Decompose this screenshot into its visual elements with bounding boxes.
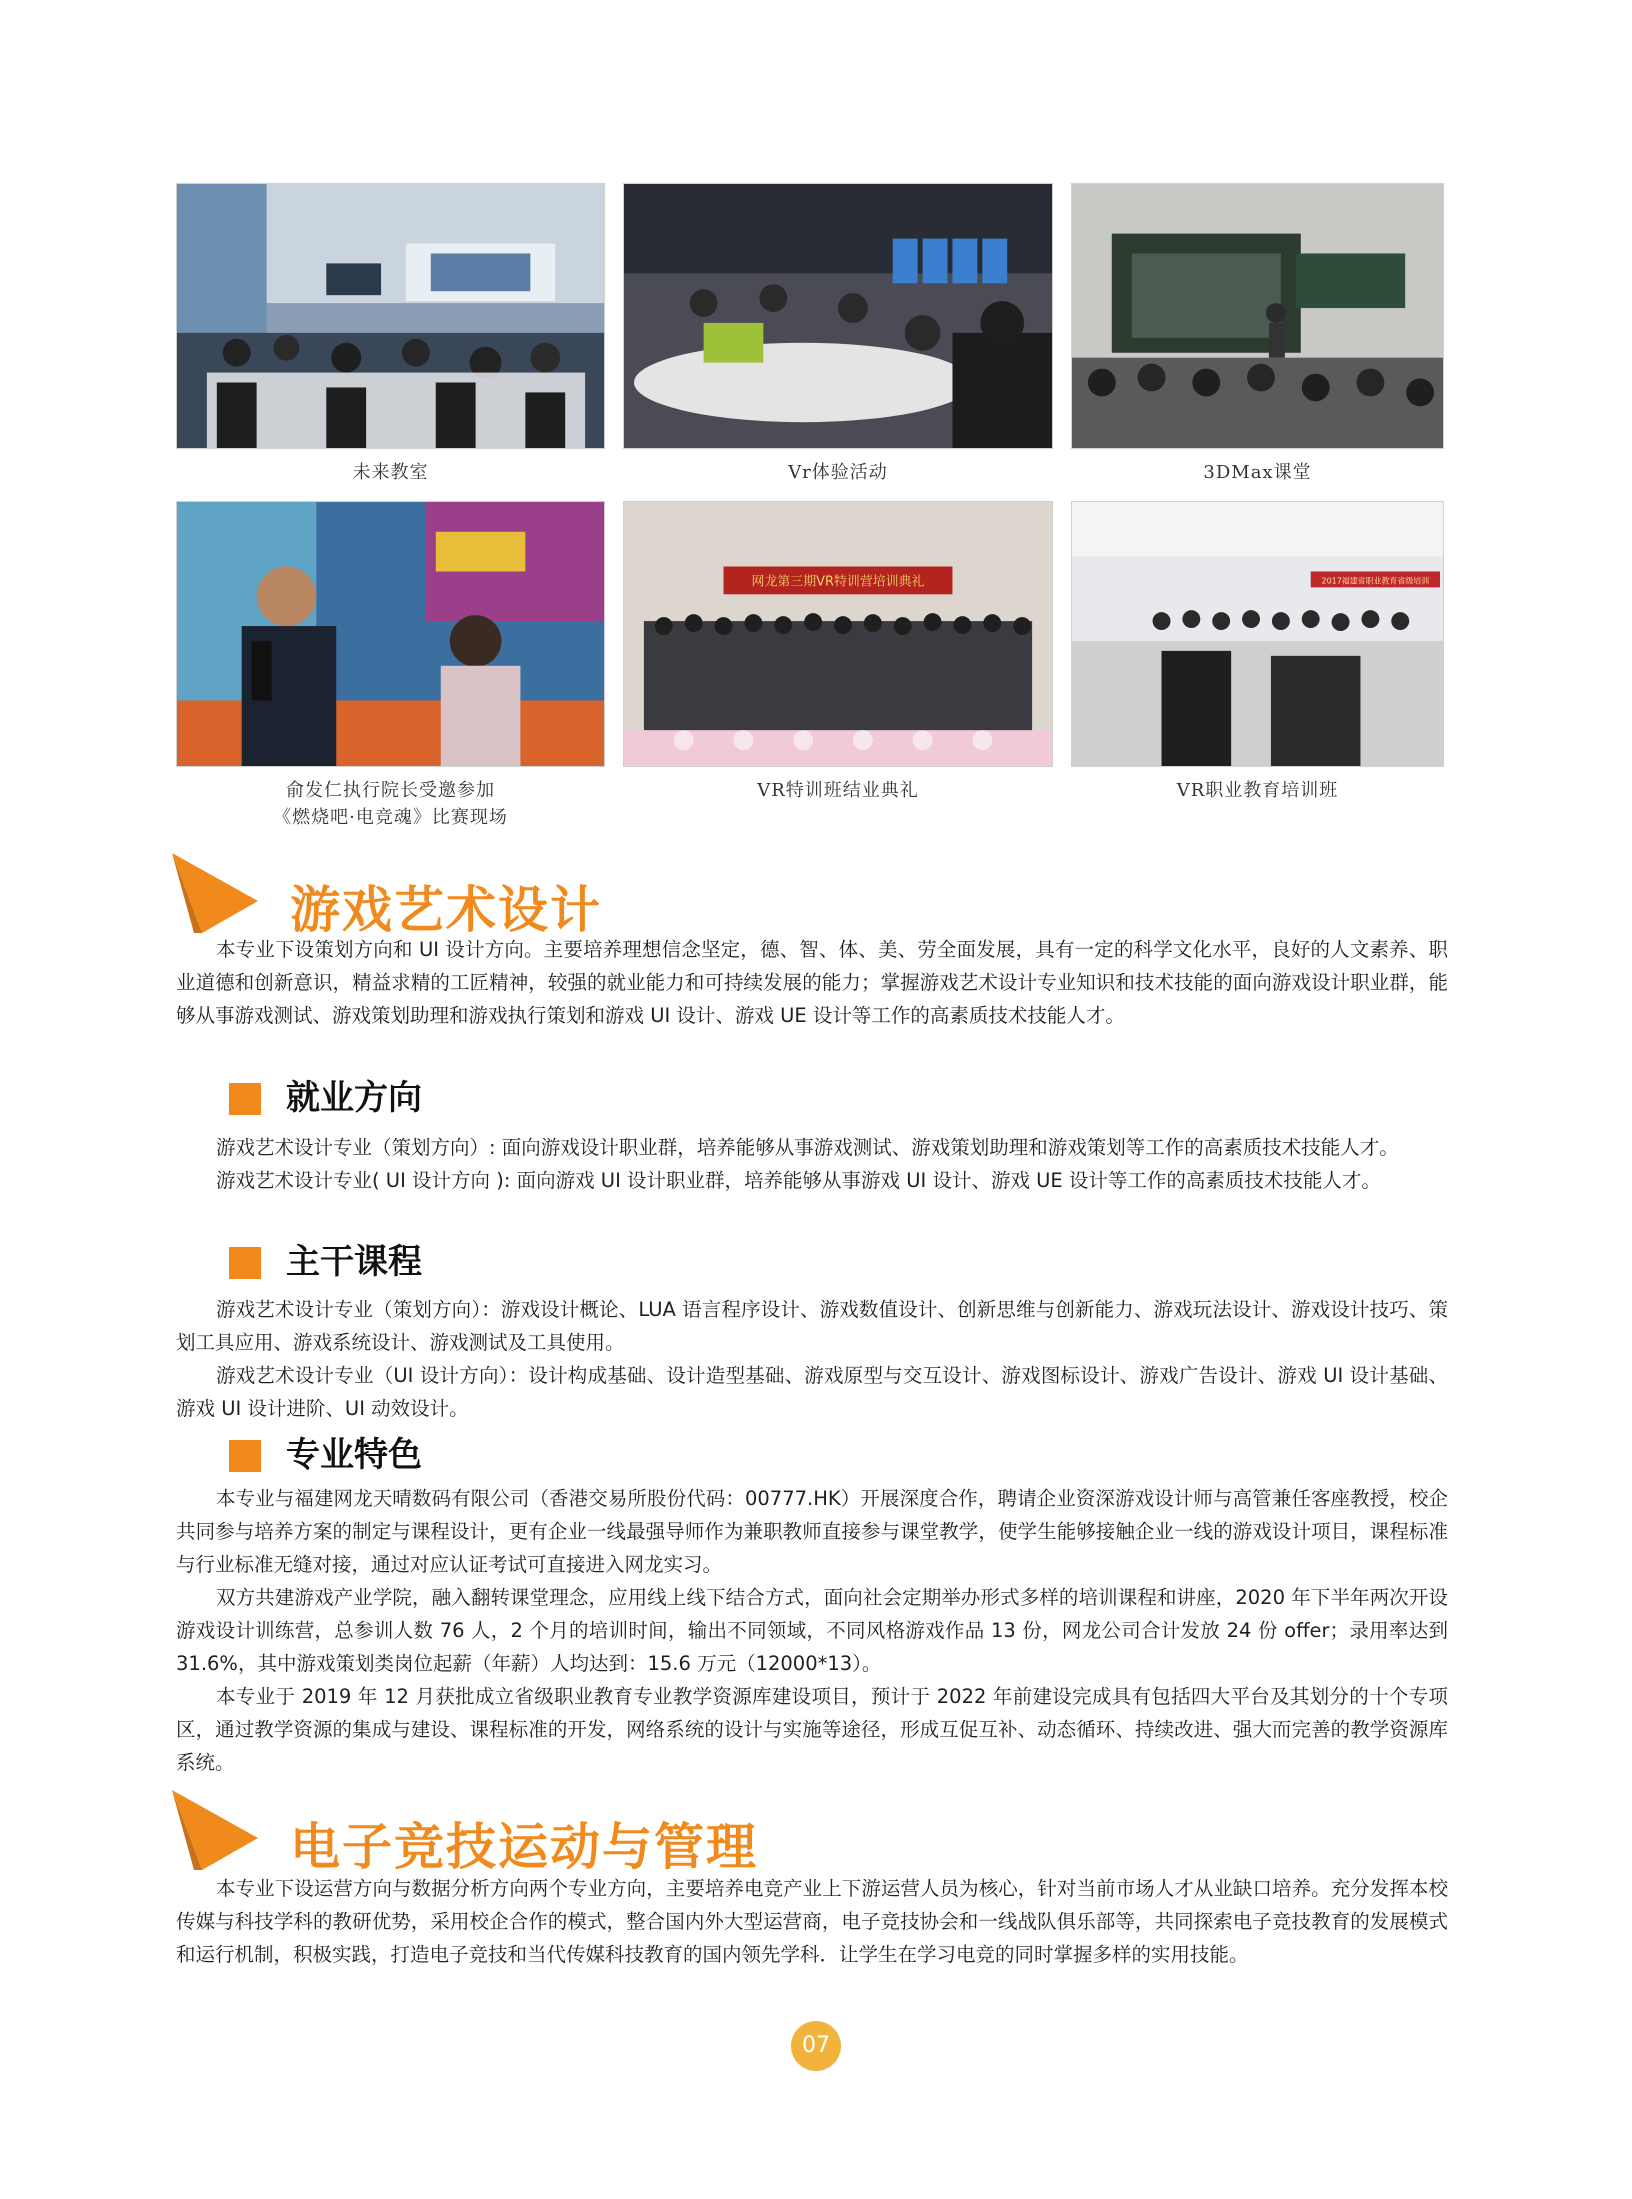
caption-vr-activity: Vr体验活动 [788,462,888,483]
section2-flag-icon [172,1790,258,1870]
caption-esports-event [176,777,605,831]
caption-vr-training: VR职业教育培训班 [1176,780,1339,801]
caption-esports-line-1: 俞发仁执行院长受邀参加 [286,780,495,801]
training-banner-text: 2017福建省职业教育省级培训 [1321,576,1430,586]
photo-3dmax-class [1071,183,1444,449]
features-para: 双方共建游戏产业学院，融入翻转课堂理念，应用线上线下结合方式，面向社会定期举办形式多样的培训课程和讲座，2020 年下半年两次开设游戏设计训练营，总参训人数 76 人，2 个月的培训时间，输出不同领域，不同风格游戏作品 13 份，网龙公司合计发放 24 份 offer；录用率达到 31.6%，其中游戏策划类岗位起薪（年薪）人均达到：15.6 万元（12000*13）。 [176,1586,1448,1675]
employment-square-icon [229,1083,261,1115]
employment-para: 游戏艺术设计专业( UI 设计方向 ): 面向游戏 UI 设计职业群，培养能够从事游戏 UI 设计、游戏 UE 设计等工作的高素质技术技能人才。 [216,1169,1381,1192]
vr-training-image [1072,502,1443,766]
features-para: 本专业于 2019 年 12 月获批成立省级职业教育专业教学资源库建设项目，预计于 2022 年前建设完成具有包括四大平台及其划分的十个专项区，通过教学资源的集成与建设、课程标准的开发，网络系统的设计与实施等途径，形成互促互补、动态循环、持续改进、强大而完善的教学资源库系统。 [176,1685,1448,1774]
courses-title: 主干课程 [286,1242,422,1282]
features-body [176,1482,1448,1779]
vr-activity-image [624,184,1052,448]
photo-vr-graduation [623,501,1053,767]
features-title: 专业特色 [286,1435,422,1475]
section1-flag-icon [172,853,258,933]
photo-vr-training [1071,501,1444,767]
vr-graduation-image [624,502,1052,766]
3dmax-class-image [1072,184,1443,448]
section2-intro [176,1872,1448,1971]
employment-body [176,1131,1448,1197]
section2-intro-text: 本专业下设运营方向与数据分析方向两个专业方向，主要培养电竞产业上下游运营人员为核心，针对当前市场人才从业缺口培养。充分发挥本校传媒与科技学科的教研优势，采用校企合作的模式，整合国内外大型运营商，电子竞技协会和一线战队俱乐部等，共同探索电子竞技教育的发展模式和运行机制，积极实践，打造电子竞技和当代传媒科技教育的国内领先学科．让学生在学习电竞的同时掌握多样的实用技能。 [176,1877,1448,1966]
courses-para: 游戏艺术设计专业（策划方向）：游戏设计概论、LUA 语言程序设计、游戏数值设计、创新思维与创新能力、游戏玩法设计、游戏设计技巧、策划工具应用、游戏系统设计、游戏测试及工具使用。 [176,1298,1448,1354]
section1-intro-text: 本专业下设策划方向和 UI 设计方向。主要培养理想信念坚定，德、智、体、美、劳全面发展，具有一定的科学文化水平，良好的人文素养、职业道德和创新意识，精益求精的工匠精神，较强的就业能力和可持续发展的能力；掌握游戏艺术设计专业知识和技术技能的面向游戏设计职业群，能够从事游戏测试、游戏策划助理和游戏执行策划和游戏 UI 设计、游戏 UE 设计等工作的高素质技术技能人才。 [176,938,1448,1027]
features-para: 本专业与福建网龙天晴数码有限公司（香港交易所股份代码：00777.HK）开展深度合作，聘请企业资深游戏设计师与高管兼任客座教授，校企共同参与培养方案的制定与课程设计，更有企业一线最强导师作为兼职教师直接参与课堂教学，使学生能够接触企业一线的游戏设计项目，课程标准与行业标准无缝对接，通过对应认证考试可直接进入网龙实习。 [176,1487,1448,1576]
esports-event-image [177,502,604,766]
courses-para: 游戏艺术设计专业（UI 设计方向）：设计构成基础、设计造型基础、游戏原型与交互设计、游戏图标设计、游戏广告设计、游戏 UI 设计基础、游戏 UI 设计进阶、UI 动效设计。 [176,1364,1448,1420]
employment-para: 游戏艺术设计专业（策划方向）: 面向游戏设计职业群，培养能够从事游戏测试、游戏策划助理和游戏策划等工作的高素质技术技能人才。 [216,1136,1399,1159]
future-classroom-image [177,184,604,448]
employment-title: 就业方向 [286,1078,422,1118]
page-number: 07 [791,2021,841,2071]
caption-esports-line-2: 《燃烧吧·电竞魂》比赛现场 [273,807,508,828]
caption-future-classroom: 未来教室 [352,462,429,483]
courses-square-icon [229,1247,261,1279]
section1-intro [176,933,1448,1032]
photo-future-classroom [176,183,605,449]
courses-body [176,1293,1448,1425]
section1-title: 游戏艺术设计 [290,881,602,939]
caption-vr-graduation: VR特训班结业典礼 [757,780,919,801]
features-square-icon [229,1440,261,1472]
section2-title: 电子竞技运动与管理 [290,1818,758,1876]
graduation-banner-text: 网龙第三期VR特训营培训典礼 [751,574,925,590]
photo-vr-activity [623,183,1053,449]
caption-3dmax-class: 3DMax课堂 [1203,462,1312,483]
photo-esports-event [176,501,605,767]
